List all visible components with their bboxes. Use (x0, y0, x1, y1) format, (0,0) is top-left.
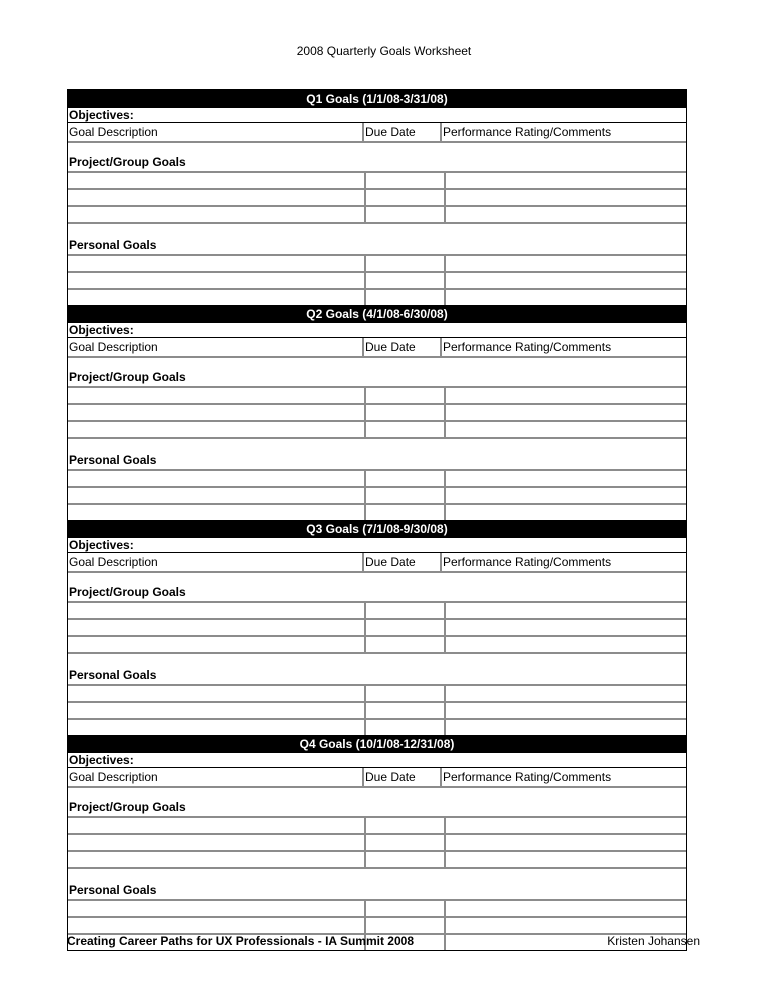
project-group-goals-label: Project/Group Goals (68, 798, 686, 818)
table-row[interactable] (68, 901, 686, 918)
goal-description-header: Goal Description (68, 338, 364, 356)
objectives-label: Objectives: (68, 323, 686, 338)
due-date-header: Due Date (364, 123, 442, 141)
quarter-heading: Q3 Goals (7/1/08-9/30/08) (68, 520, 686, 538)
table-row[interactable] (68, 388, 686, 405)
table-row[interactable] (68, 471, 686, 488)
column-header-row (68, 768, 686, 788)
objectives-label: Objectives: (68, 538, 686, 553)
table-row[interactable] (68, 620, 686, 637)
performance-header: Performance Rating/Comments (443, 340, 612, 354)
project-group-goals-label: Project/Group Goals (68, 368, 686, 388)
table-row[interactable] (68, 190, 686, 207)
column-header-row (68, 338, 686, 358)
personal-goals-label: Personal Goals (68, 236, 686, 256)
due-date-header: Due Date (364, 338, 442, 356)
performance-header: Performance Rating/Comments (443, 770, 612, 784)
quarter-heading: Q1 Goals (1/1/08-3/31/08) (68, 90, 686, 108)
quarter-heading: Q2 Goals (4/1/08-6/30/08) (68, 305, 686, 323)
column-header-row (68, 553, 686, 573)
column-header-row (68, 123, 686, 143)
table-row[interactable] (68, 835, 686, 852)
table-row[interactable] (68, 918, 686, 935)
table-row[interactable] (68, 637, 686, 654)
due-date-header: Due Date (364, 768, 442, 786)
table-row[interactable] (68, 505, 686, 520)
table-row[interactable] (68, 207, 686, 224)
table-row[interactable] (68, 720, 686, 735)
table-row[interactable] (68, 290, 686, 305)
footer-event-title: Creating Career Paths for UX Professionals - IA Summit 2008 (67, 934, 414, 948)
project-group-goals-label: Project/Group Goals (68, 583, 686, 603)
objectives-label: Objectives: (68, 753, 686, 768)
table-row[interactable] (68, 405, 686, 422)
table-row[interactable] (68, 256, 686, 273)
table-row[interactable] (68, 818, 686, 835)
quarter-section-q1 (68, 90, 686, 305)
table-row[interactable] (68, 603, 686, 620)
goals-worksheet (67, 89, 687, 951)
performance-header: Performance Rating/Comments (443, 555, 612, 569)
personal-goals-label: Personal Goals (68, 451, 686, 471)
due-date-header: Due Date (364, 553, 442, 571)
table-row[interactable] (68, 273, 686, 290)
table-row[interactable] (68, 173, 686, 190)
table-row[interactable] (68, 703, 686, 720)
quarter-heading: Q4 Goals (10/1/08-12/31/08) (68, 735, 686, 753)
personal-goals-label: Personal Goals (68, 881, 686, 901)
goal-description-header: Goal Description (68, 553, 364, 571)
quarter-section-q4 (68, 735, 686, 950)
table-row[interactable] (68, 852, 686, 869)
quarter-section-q2 (68, 305, 686, 520)
personal-goals-label: Personal Goals (68, 666, 686, 686)
quarter-section-q3 (68, 520, 686, 735)
performance-header: Performance Rating/Comments (443, 125, 612, 139)
table-row[interactable] (68, 686, 686, 703)
table-row[interactable] (68, 488, 686, 505)
goal-description-header: Goal Description (68, 768, 364, 786)
table-row[interactable] (68, 422, 686, 439)
page-title: 2008 Quarterly Goals Worksheet (296, 44, 472, 58)
objectives-label: Objectives: (68, 108, 686, 123)
project-group-goals-label: Project/Group Goals (68, 153, 686, 173)
footer-author: Kristen Johansen (607, 934, 700, 948)
goal-description-header: Goal Description (68, 123, 364, 141)
